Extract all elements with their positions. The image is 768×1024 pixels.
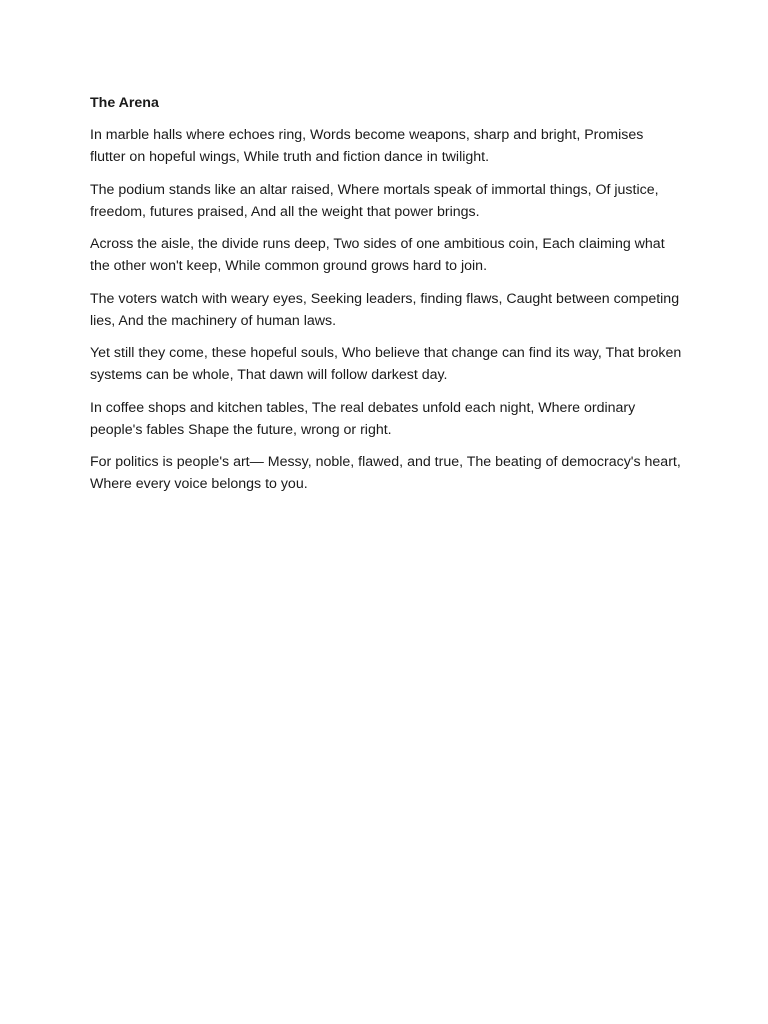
poem-stanza-6: In coffee shops and kitchen tables, The real debates unfold each night, Where ordinary people's fables Shape the future, wrong or right. <box>90 399 636 438</box>
document-body <box>90 92 682 506</box>
poem-title: The Arena <box>90 95 159 111</box>
poem-stanza-4: The voters watch with weary eyes, Seeking leaders, finding flaws, Caught between competing lies, And the machinery of human laws. <box>90 290 680 329</box>
poem-stanza-7: For politics is people's art— Messy, noble, flawed, and true, The beating of democracy's heart, Where every voice belongs to you. <box>90 454 681 492</box>
poem-stanza-2: The podium stands like an altar raised, Where mortals speak of immortal things, Of justice, freedom, futures praised, And all the weight that power brings. <box>90 181 659 220</box>
poem-stanza-5: Yet still they come, these hopeful souls, Who believe that change can find its way, That broken systems can be whole, That dawn will follow darkest day. <box>90 345 682 383</box>
poem-stanza-3: Across the aisle, the divide runs deep, Two sides of one ambitious coin, Each claiming what the other won't keep, While common ground grows hard to join. <box>90 236 665 274</box>
poem-stanza-1: In marble halls where echoes ring, Words become weapons, sharp and bright, Promises flutter on hopeful wings, While truth and fiction dance in twilight. <box>90 127 644 165</box>
